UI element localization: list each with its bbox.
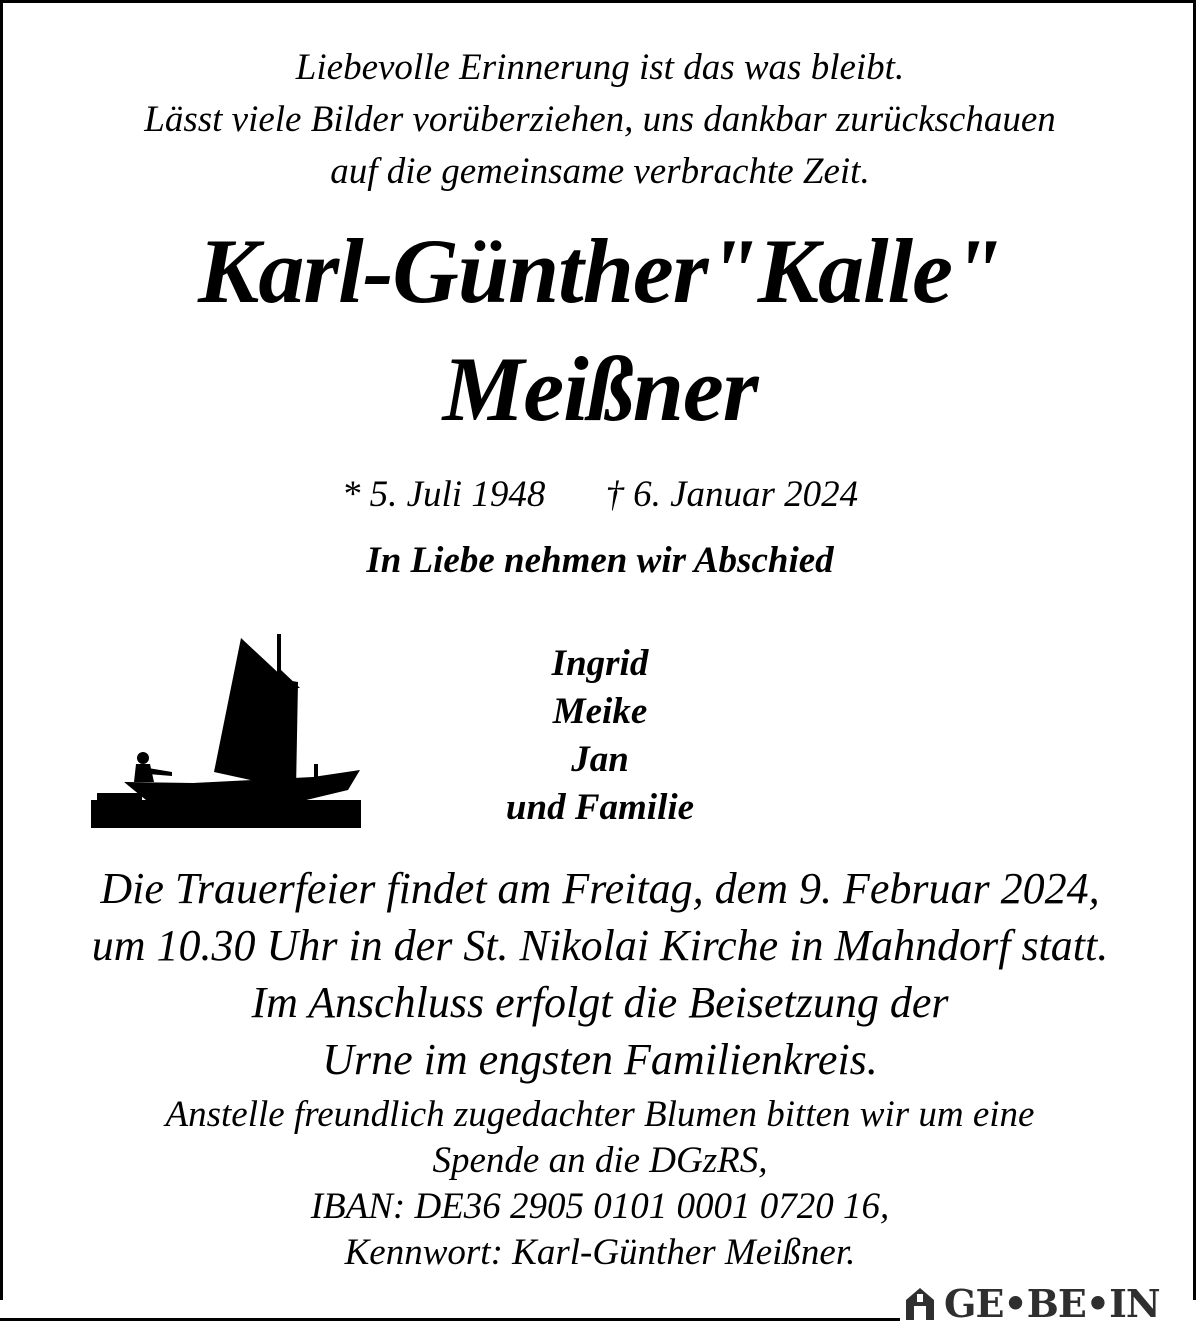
publisher-logo (902, 1283, 1162, 1325)
mourner-name: und Familie (505, 787, 695, 828)
deceased-name (0, 212, 1200, 448)
deceased-name-line1: Karl-Günther"Kalle" (198, 220, 1002, 322)
mourner-name: Jan (571, 739, 629, 780)
service-line: um 10.30 Uhr in der St. Nikolai Kirche in Mahndorf statt. (91, 921, 1109, 970)
quote-line: auf die gemeinsame verbrachte Zeit. (330, 151, 870, 192)
service-line: Urne im engsten Familienkreis. (322, 1035, 878, 1084)
gebein-logo-icon (902, 1286, 938, 1322)
farewell-text: In Liebe nehmen wir Abschied (366, 540, 834, 581)
donation-line: Spende an die DGzRS, (432, 1140, 768, 1181)
bottom-rule (0, 1318, 900, 1321)
birth-date: * 5. Juli 1948 (341, 474, 546, 515)
service-line: Die Trauerfeier findet am Freitag, dem 9. Februar 2024, (100, 864, 1100, 913)
mourner-name: Meike (552, 691, 648, 732)
donation-line: Anstelle freundlich zugedachter Blumen bitten wir um eine (165, 1094, 1035, 1135)
service-line: Im Anschluss erfolgt die Beisetzung der (251, 978, 949, 1027)
sailboat-icon (88, 630, 368, 835)
donation-info (0, 1092, 1200, 1276)
funeral-service-info (0, 860, 1200, 1088)
mourners-list (450, 640, 750, 832)
quote-line: Lässt viele Bilder vorüberziehen, uns dankbar zurückschauen (144, 99, 1056, 140)
quote-line: Liebevolle Erinnerung ist das was bleibt. (295, 47, 905, 88)
life-dates (0, 470, 1200, 520)
logo-text: GE•BE•IN (944, 1281, 1160, 1326)
mourner-name: Ingrid (551, 643, 649, 684)
donation-line: Kennwort: Karl-Günther Meißner. (344, 1232, 856, 1273)
deceased-name-line2: Meißner (442, 338, 758, 440)
donation-line: IBAN: DE36 2905 0101 0001 0720 16, (310, 1186, 890, 1227)
death-date: † 6. Januar 2024 (605, 474, 859, 515)
memorial-quote (0, 42, 1200, 198)
